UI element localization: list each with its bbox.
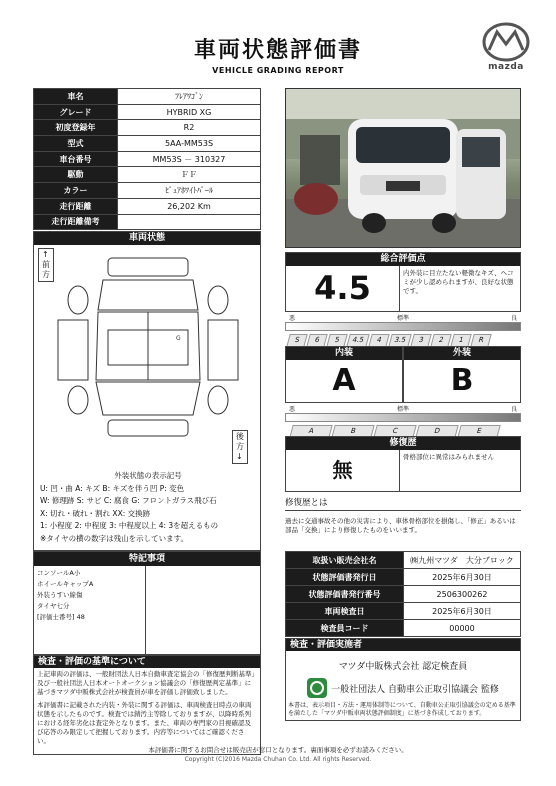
dealer-info-value: 00000 (404, 620, 521, 637)
vehicle-info-label: 走行距離 (34, 198, 118, 214)
vehicle-info-row (34, 104, 261, 120)
dealer-info-row (286, 552, 521, 569)
score-scale-item: 4 (368, 334, 389, 347)
repair-panel (285, 436, 521, 492)
vehicle-state-panel (33, 231, 261, 551)
grade-scale-item: C (373, 425, 416, 438)
legend-title: 外装状態の表示記号 (114, 471, 182, 480)
vehicle-info-value: ﾋﾟｭｱﾎﾜｲﾄﾊﾟｰﾙ (118, 183, 261, 199)
exterior-heading: 外装 (404, 347, 520, 360)
scale-bar (285, 322, 521, 331)
dealer-info-label: 車両検査日 (286, 603, 404, 620)
legend-line: W: 修理跡 S: サビ C: 腐食 G: フロントガラス飛び石 (40, 496, 217, 505)
front-arrow-icon: ↑ (42, 250, 49, 259)
association-note: 本書は、表示項目・方法・運用体制等について、自動車公正取引協議会の定める基準を満たした「マツダ中販車両状態評価制度」に基づき作成しております。 (288, 702, 516, 717)
repair-note: 骨格部位に異常はみられません (403, 453, 494, 461)
criteria-text-1: 上記車両の評価は、一般財団法人日本自動車査定協会の「修復歴判断基準」及び一般社団法人日本オートオークション協議会の「修復歴判定基準」に基づきマツダ中販株式会社が検査員が車を評価し評価致しました。 (37, 670, 255, 696)
grade-scale-item: E (457, 425, 500, 438)
dealer-info-label: 検査員コード (286, 620, 404, 637)
interior-grade: A (332, 363, 356, 398)
dealer-info-row (286, 586, 521, 603)
vehicle-info-label: グレード (34, 104, 118, 120)
dealer-info-row (286, 569, 521, 586)
overall-score-panel (285, 252, 521, 312)
special-notes-panel (33, 551, 261, 655)
legend-line: X: 切れ・破れ・割れ XX: 交換跡 (40, 508, 151, 518)
legend-line: U: 凹・曲 A: キズ B: キズを伴う凹 P: 変色 (40, 483, 185, 493)
page-title: 車両状態評価書 (193, 38, 362, 63)
criteria-panel (33, 655, 261, 755)
overall-score-value: 4.5 (286, 266, 400, 311)
overall-score-heading: 総合評価点 (286, 253, 520, 266)
score-scale-item: 3.5 (388, 334, 411, 347)
score-scale (285, 313, 521, 347)
vehicle-info-value: 26,202 Km (118, 198, 261, 214)
note-line: タイヤ七分 (37, 602, 70, 610)
score-scale-item: 5 (326, 334, 347, 347)
vehicle-info-row (34, 167, 261, 183)
repair-definition-text: 過去に交通事故その他の災害により、車体骨格部位を損傷し、「修正」あるいは部品「交換」により修復したものをいいます。 (285, 517, 516, 534)
association-row (286, 678, 520, 698)
vehicle-photo (285, 88, 521, 248)
vehicle-info-value (118, 214, 261, 230)
vehicle-state-heading: 車両状態 (34, 232, 260, 245)
score-scale-item: 2 (430, 334, 451, 347)
dealer-info-value: ㈱九州マツダ 大分ブロック (404, 552, 521, 569)
repair-definition (285, 496, 521, 535)
grade-scale-item: A (289, 425, 332, 438)
vehicle-info-row (34, 89, 261, 105)
inspection-company: マツダ中販株式会社 認定検査員 (338, 662, 468, 672)
dealer-info-value: 2025年6月30日 (404, 603, 521, 620)
legend-line: 1: 小程度 2: 中程度 3: 中程度以上 4: 3を超えるもの (40, 521, 219, 530)
grade-scale-item: D (415, 425, 458, 438)
grade-scale-low: 悪 (289, 406, 296, 413)
dealer-info-row (286, 603, 521, 620)
vehicle-info-row (34, 136, 261, 152)
vehicle-info-value: ＦＦ (118, 167, 261, 183)
grade-scale-item: B (331, 425, 374, 438)
rear-label: 後 方 ↓ (232, 430, 248, 464)
score-scale-item: 6 (306, 334, 327, 347)
note-line: [評価士番号] 48 (37, 613, 85, 621)
association-name: 一般社団法人 自動車公正取引協議会 監修 (331, 684, 499, 695)
note-line: ホイールキャップA (37, 580, 94, 588)
repair-heading: 修復歴 (286, 437, 520, 450)
svg-text:G: G (176, 335, 181, 342)
score-scale-item: 3 (410, 334, 431, 347)
dealer-info-row (286, 620, 521, 637)
vehicle-info-value: MM53S － 310327 (118, 151, 261, 167)
dealer-info-value: 2506300262 (404, 586, 521, 603)
grade-scale-high: 良 (510, 406, 517, 413)
rear-arrow-icon: ↓ (236, 452, 243, 461)
vehicle-info-label: 初度登録年 (34, 120, 118, 136)
legend-line: ※タイヤの横の数字は残山を示しています。 (40, 533, 189, 543)
note-line: 外装うすい線傷 (37, 591, 83, 599)
copyright: Copyright (C)2016 Mazda Chuhan Co. Ltd. All rights Reserved. (184, 756, 372, 763)
exterior-grade: B (450, 363, 474, 398)
interior-heading: 内装 (286, 347, 402, 360)
scale-high-label: 良 (510, 315, 517, 322)
criteria-heading: 検査・評価の基準について (34, 656, 260, 668)
association-logo-icon (307, 678, 327, 698)
vehicle-info-label: カラー (34, 183, 118, 199)
scale-low-label: 悪 (289, 315, 296, 322)
grade-scale (285, 404, 521, 438)
vehicle-info-row (34, 198, 261, 214)
page-subtitle: VEHICLE GRADING REPORT (212, 66, 344, 75)
repair-definition-title: 修復歴とは (285, 496, 521, 511)
dealer-info-table (285, 551, 521, 637)
vehicle-info-value: HYBRID XG (118, 104, 261, 120)
vehicle-info-row (34, 214, 261, 230)
vehicle-info-row (34, 183, 261, 199)
vehicle-info-table (33, 88, 261, 230)
vehicle-info-value: 5AA-MM53S (118, 136, 261, 152)
vehicle-info-label: 走行距離備考 (34, 214, 118, 230)
notes-list (34, 566, 146, 654)
vehicle-info-label: 車名 (34, 89, 118, 105)
score-scale-item: 4.5 (346, 334, 369, 347)
vehicle-info-label: 型式 (34, 136, 118, 152)
dealer-info-value: 2025年6月30日 (404, 569, 521, 586)
inspection-heading: 検査・評価実施者 (286, 639, 520, 651)
dealer-info-label: 状態評価書発行日 (286, 569, 404, 586)
legend (40, 470, 256, 545)
vehicle-info-row (34, 120, 261, 136)
score-scale-item: R (470, 334, 491, 347)
interior-panel (285, 346, 403, 403)
front-label: ↑ 前 方 (38, 248, 54, 282)
scale-mid-label: 標準 (396, 315, 409, 322)
brand-name: mazda (488, 62, 524, 72)
overall-score-comment: 内外装に目立たない軽微なキズ、ヘコミが少し認められますが、良好な状態です。 (403, 269, 514, 295)
vehicle-info-value: ﾌﾚｱﾜｺﾞﾝ (118, 89, 261, 105)
exterior-panel (403, 346, 521, 403)
dealer-info-label: 取扱い販売会社名 (286, 552, 404, 569)
footer-note: 本評価書に関するお問合せは販売店が窓口となります。裏面事項を必ずお読みください。 (148, 746, 408, 754)
score-scale-item: S (286, 334, 307, 347)
vehicle-info-row (34, 151, 261, 167)
car-diagram (48, 250, 248, 450)
grade-scale-bar (285, 413, 521, 422)
vehicle-info-label: 車台番号 (34, 151, 118, 167)
score-scale-item: 1 (450, 334, 471, 347)
vehicle-info-label: 駆動 (34, 167, 118, 183)
grade-scale-mid: 標準 (396, 406, 409, 413)
special-notes-heading: 特記事項 (34, 552, 260, 566)
criteria-text-2: 本評価書に記載された内装・外装に関する評価は、車両検査日時点の車両状態を示したものです。検査では錆汚主等除しておりますが、以降時系列における経年劣化は査定外となります。また、車両の専門家の目視確認及び応答のみ限定して把握しております。内容等についてはご確認ください。 (37, 701, 252, 745)
repair-status: 無 (286, 450, 400, 491)
vehicle-info-value: R2 (118, 120, 261, 136)
dealer-info-label: 状態評価書発行番号 (286, 586, 404, 603)
note-line: コンソールA小 (37, 569, 81, 577)
